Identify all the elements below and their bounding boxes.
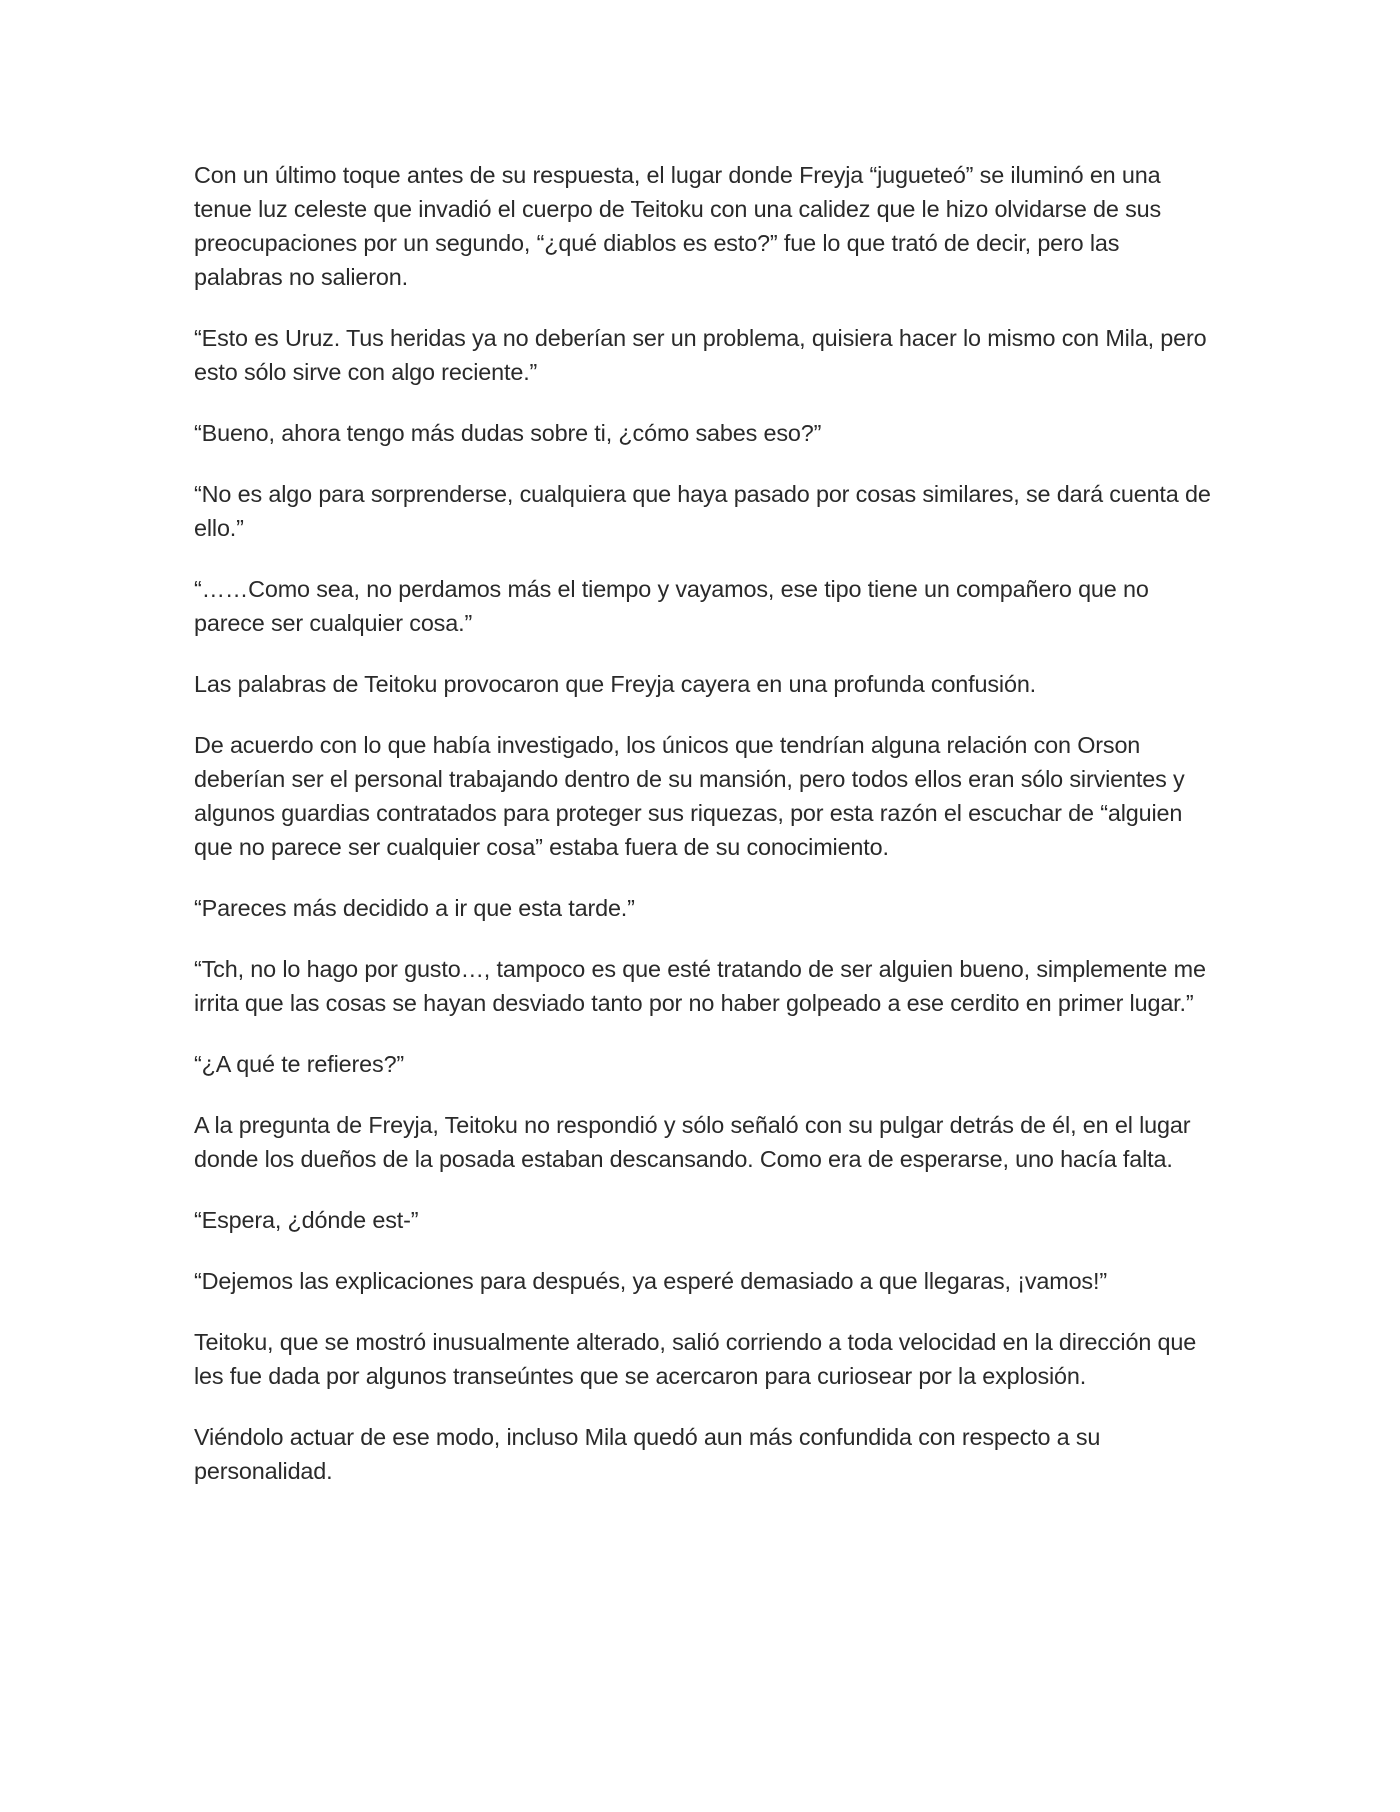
paragraph: “Esto es Uruz. Tus heridas ya no deberían ser un problema, quisiera hacer lo mismo con Mila, pero esto sólo sirve con algo reciente.” (194, 325, 1207, 385)
paragraph: A la pregunta de Freyja, Teitoku no respondió y sólo señaló con su pulgar detrás de él, en el lugar donde los dueños de la posada estaban descansando. Como era de esperarse, uno hacía falta. (194, 1112, 1191, 1172)
paragraph: “¿A qué te refieres?” (194, 1051, 405, 1077)
paragraph: “No es algo para sorprenderse, cualquiera que haya pasado por cosas similares, se dará cuenta de ello.” (194, 481, 1211, 541)
paragraph: “……Como sea, no perdamos más el tiempo y vayamos, ese tipo tiene un compañero que no parece ser cualquier cosa.” (194, 576, 1149, 636)
paragraph: “Dejemos las explicaciones para después, ya esperé demasiado a que llegaras, ¡vamos!” (194, 1268, 1107, 1294)
story-text (194, 158, 1214, 1515)
paragraph: De acuerdo con lo que había investigado, los únicos que tendrían alguna relación con Orson deberían ser el personal trabajando dentro de su mansión, pero todos ellos eran sólo sirvientes y algunos guardias contratados para proteger sus riquezas, por esta razón el escuchar de “alguien que no parece ser cualquier cosa” estaba fuera de su conocimiento. (194, 732, 1185, 860)
paragraph: “Espera, ¿dónde est-” (194, 1207, 419, 1233)
paragraph: Las palabras de Teitoku provocaron que Freyja cayera en una profunda confusión. (194, 671, 1037, 697)
paragraph: “Tch, no lo hago por gusto…, tampoco es que esté tratando de ser alguien bueno, simplemente me irrita que las cosas se hayan desviado tanto por no haber golpeado a ese cerdito en primer lugar.” (194, 956, 1206, 1016)
paragraph: Con un último toque antes de su respuesta, el lugar donde Freyja “jugueteó” se iluminó en una tenue luz celeste que invadió el cuerpo de Teitoku con una calidez que le hizo olvidarse de sus preocupaciones por un segundo, “¿qué diablos es esto?” fue lo que trató de decir, pero las palabras no salieron. (194, 162, 1162, 290)
paragraph: “Pareces más decidido a ir que esta tarde.” (194, 895, 635, 921)
paragraph: “Bueno, ahora tengo más dudas sobre ti, ¿cómo sabes eso?” (194, 420, 822, 446)
paragraph: Viéndolo actuar de ese modo, incluso Mila quedó aun más confundida con respecto a su personalidad. (194, 1424, 1101, 1484)
paragraph: Teitoku, que se mostró inusualmente alterado, salió corriendo a toda velocidad en la dirección que les fue dada por algunos transeúntes que se acercaron para curiosear por la explosión. (194, 1329, 1197, 1389)
